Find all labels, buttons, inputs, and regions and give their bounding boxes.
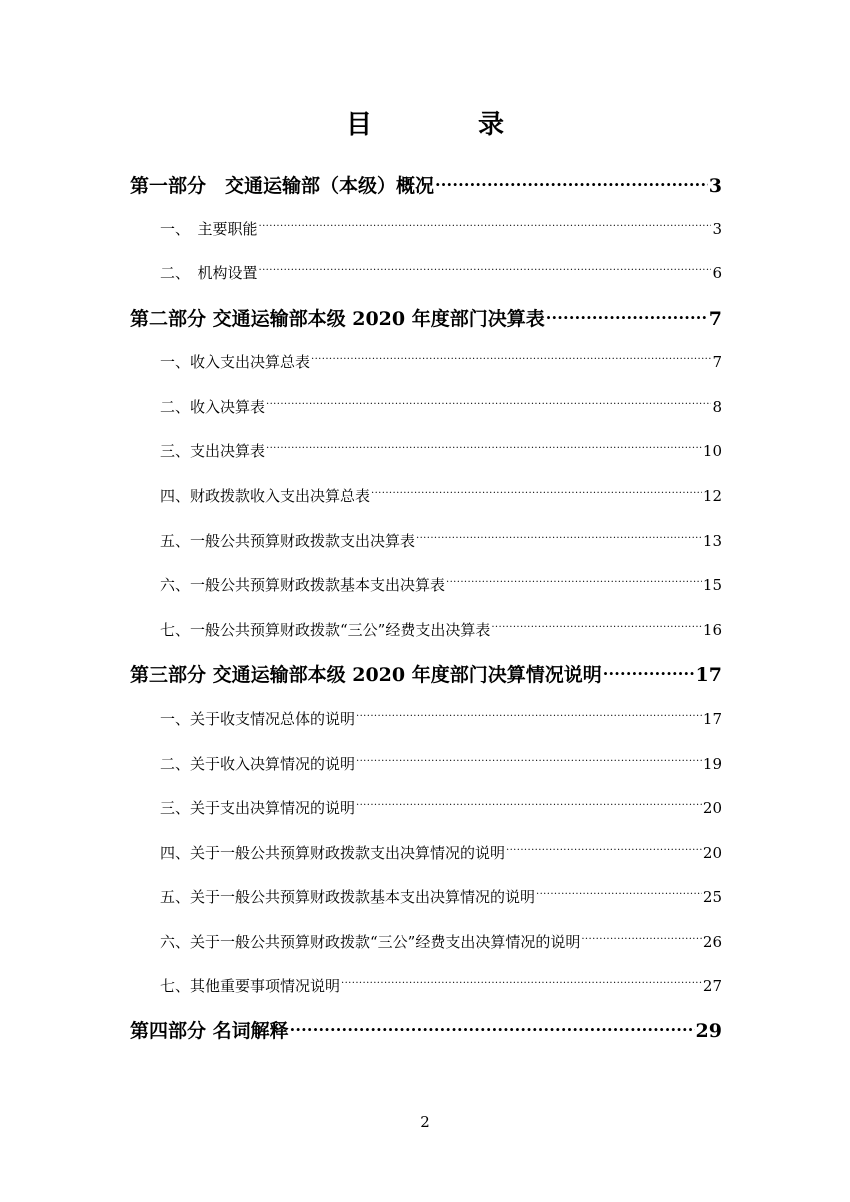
toc-dot-leader <box>491 620 702 635</box>
toc-entry-sub[interactable] <box>160 797 722 819</box>
toc-entry-sub[interactable] <box>160 753 722 775</box>
toc-entry-sub[interactable] <box>160 530 722 552</box>
toc-dot-leader <box>371 486 702 501</box>
toc-entry-label: 二、 机构设置 <box>160 264 258 282</box>
toc-dot-leader <box>356 754 702 769</box>
toc-entry-part-2[interactable] <box>130 306 722 332</box>
toc-entry-label: 七、一般公共预算财政拨款“三公”经费支出决算表 <box>160 621 491 639</box>
toc-entry-sub[interactable] <box>160 708 722 730</box>
toc-entry-sub[interactable] <box>160 842 722 864</box>
toc-dot-leader <box>356 798 702 813</box>
toc-entry-label: 一、 主要职能 <box>160 220 258 238</box>
toc-dot-leader <box>446 575 702 590</box>
toc-entry-sub[interactable] <box>160 886 722 908</box>
toc-entry-label: 一、收入支出决算总表 <box>160 353 311 371</box>
toc-entry-page: 25 <box>702 888 722 906</box>
toc-entry-label: 三、关于支出决算情况的说明 <box>160 799 356 817</box>
toc-dot-leader <box>546 306 708 325</box>
toc-dot-leader <box>581 932 702 947</box>
toc-entry-page: 3 <box>712 220 722 238</box>
toc-entry-label: 第一部分 交通运输部（本级）概况 <box>130 175 435 197</box>
toc-entry-page: 8 <box>712 398 722 416</box>
toc-entry-page: 20 <box>702 799 722 817</box>
toc-entry-sub[interactable] <box>160 485 722 507</box>
toc-entry-sub[interactable] <box>160 262 722 284</box>
toc-entry-page: 17 <box>702 710 722 728</box>
toc-entry-page: 10 <box>702 442 722 460</box>
toc-entry-sub[interactable] <box>160 440 722 462</box>
toc-dot-leader <box>536 887 702 902</box>
toc-entry-label: 二、收入决算表 <box>160 398 266 416</box>
toc-entry-label: 六、关于一般公共预算财政拨款“三公”经费支出决算情况的说明 <box>160 933 581 951</box>
toc-entry-page: 13 <box>702 532 722 550</box>
toc-entry-page: 6 <box>712 264 722 282</box>
toc-dot-leader <box>341 976 702 991</box>
toc-entry-sub[interactable] <box>160 396 722 418</box>
toc-dot-leader <box>416 531 702 546</box>
toc-entry-page: 7 <box>712 353 722 371</box>
toc-dot-leader <box>259 219 712 234</box>
toc-entry-part-4[interactable] <box>130 1018 722 1044</box>
toc-entry-sub[interactable] <box>160 975 722 997</box>
toc-entry-label: 五、关于一般公共预算财政拨款基本支出决算情况的说明 <box>160 888 536 906</box>
toc-entry-page: 7 <box>708 308 722 330</box>
toc-entry-page: 16 <box>702 621 722 639</box>
toc-entry-page: 17 <box>695 664 722 686</box>
toc-entry-label: 四、关于一般公共预算财政拨款支出决算情况的说明 <box>160 844 506 862</box>
toc-entry-page: 12 <box>702 487 722 505</box>
toc-entry-label: 四、财政拨款收入支出决算总表 <box>160 487 371 505</box>
toc-entry-part-1[interactable] <box>130 173 722 199</box>
toc-entry-sub[interactable] <box>160 619 722 641</box>
toc-entry-page: 19 <box>702 755 722 773</box>
toc-dot-leader <box>506 843 702 858</box>
toc-entry-page: 3 <box>708 175 722 197</box>
toc-entry-label: 第二部分 交通运输部本级 2020 年度部门决算表 <box>130 308 545 330</box>
toc-entry-page: 20 <box>702 844 722 862</box>
toc-entry-sub[interactable] <box>160 351 722 373</box>
toc-dot-leader <box>603 662 695 681</box>
toc-title: 目 录 <box>345 110 544 140</box>
toc-entry-label: 七、其他重要事项情况说明 <box>160 977 341 995</box>
toc-dot-leader <box>266 441 702 456</box>
page-number: 2 <box>420 1113 430 1131</box>
toc-entry-label: 三、支出决算表 <box>160 442 266 460</box>
toc-entry-part-3[interactable] <box>130 662 722 688</box>
toc-entry-page: 26 <box>702 933 722 951</box>
toc-dot-leader <box>290 1018 695 1037</box>
toc-entry-sub[interactable] <box>160 574 722 596</box>
toc-dot-leader <box>259 263 712 278</box>
toc-entry-sub[interactable] <box>160 218 722 240</box>
toc-dot-leader <box>311 352 711 367</box>
toc-entry-label: 一、关于收支情况总体的说明 <box>160 710 356 728</box>
toc-entry-label: 二、关于收入决算情况的说明 <box>160 755 356 773</box>
toc-entry-sub[interactable] <box>160 931 722 953</box>
toc-entry-label: 第三部分 交通运输部本级 2020 年度部门决算情况说明 <box>130 664 602 686</box>
toc-dot-leader <box>356 709 702 724</box>
toc-entry-page: 15 <box>702 576 722 594</box>
toc-entry-label: 五、一般公共预算财政拨款支出决算表 <box>160 532 416 550</box>
toc-entry-page: 27 <box>702 977 722 995</box>
toc-entry-page: 29 <box>695 1020 722 1042</box>
toc-entry-label: 六、一般公共预算财政拨款基本支出决算表 <box>160 576 446 594</box>
toc-dot-leader <box>266 397 711 412</box>
toc-dot-leader <box>435 173 708 192</box>
toc-entry-label: 第四部分 名词解释 <box>130 1020 289 1042</box>
